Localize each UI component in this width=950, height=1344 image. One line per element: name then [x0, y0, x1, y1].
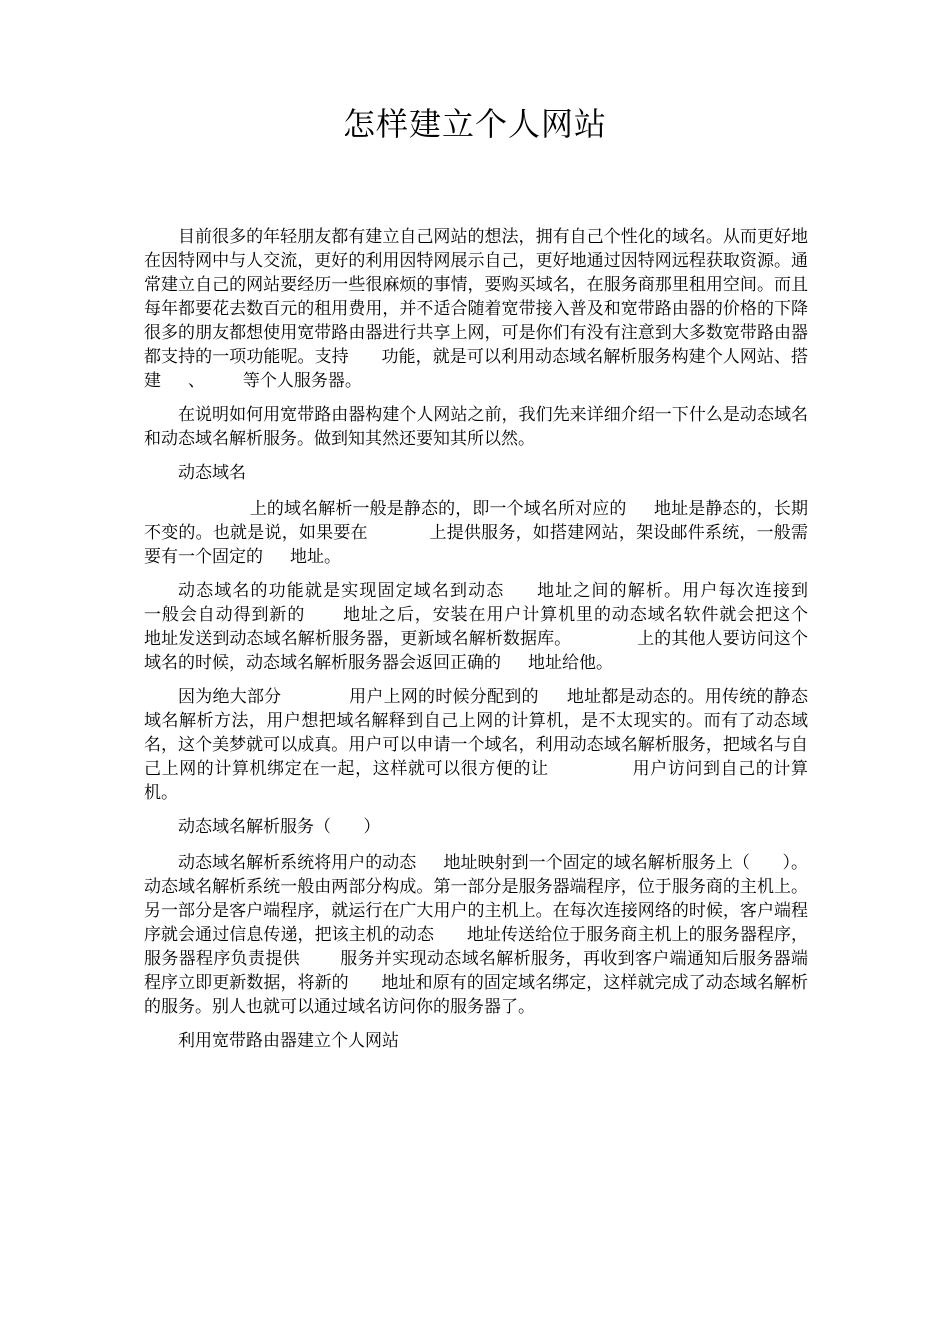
paragraph-intro: 目前很多的年轻朋友都有建立自己网站的想法，拥有自己个性化的域名。从而更好地在因特网中与人交流，更好的利用因特网展示自己，更好地通过因特网远程获取资源。通常建立自己的网站要经历一些很麻烦的事情，要购买域名，在服务商那里租用空间。而且每年都要花去数百元的租用费用，并不适合随着宽带接入普及和宽带路由器的价格的下降很多的朋友都想使用宽带路由器进行共享上网，可是你们有没有注意到大多数宽带路由器都支持的一项功能呢。支持 功能，就是可以利用动态域名解析服务构建个人网站、搭建 、 等个人服务器。: [144, 227, 808, 391]
paragraph-explanation: 在说明如何用宽带路由器构建个人网站之前，我们先来详细介绍一下什么是动态域名和动态域名解析服务。做到知其然还要知其所以然。: [144, 405, 808, 449]
section-heading-dynamic-domain: 动态域名: [178, 463, 246, 483]
paragraph-static-resolution: 上的域名解析一般是静态的，即一个域名所对应的 地址是静态的，长期不变的。也就是说，如果要在 上提供服务，如搭建网站，架设邮件系统，一般需要有一个固定的 地址。: [144, 499, 809, 567]
page-title: 怎样建立个人网站: [342, 105, 607, 143]
paragraph-ddns-system: 动态域名解析系统将用户的动态 地址映射到一个固定的域名解析服务上（ ）。动态域名解析系统一般由两部分构成。第一部分是服务器端程序，位于服务商的主机上。另一部分是客户端程序，就运行在广大用户的主机上。在每次连接网络的时候，客户端程序就会通过信息传递，把该主机的动态 地址传送给位于服务商主机上的服务器程序，服务器程序负责提供 服务并实现动态域名解析服务，再收到客户端通知后服务器端程序立即更新数据，将新的 地址和原有的固定域名绑定，这样就完成了动态域名解析的服务。别人也就可以通过域名访问你的服务器了。: [144, 853, 808, 1017]
paragraph-dynamic-ip: 因为绝大部分 用户上网的时候分配到的 地址都是动态的。用传统的静态域名解析方法，用户想把域名解释到自己上网的计算机，是不太现实的。而有了动态域名，这个美梦就可以成真。用户可以申请一个域名，利用动态域名解析服务，把域名与自己上网的计算机绑定在一起，这样就可以很方便的让 用户访问到自己的计算机。: [144, 687, 808, 803]
section-heading-ddns: 动态域名解析服务（ ）: [178, 817, 381, 837]
document-body: [144, 225, 879, 1065]
section-heading-router-website: 利用宽带路由器建立个人网站: [178, 1031, 399, 1051]
paragraph-dynamic-domain-function: 动态域名的功能就是实现固定域名到动态 地址之间的解析。用户每次连接到 一般会自动得到新的 地址之后，安装在用户计算机里的动态域名软件就会把这个 地址发送到动态域名解析服务器，更新域名解析数据库。 上的其他人要访问这个域名的时候，动态域名解析服务器会返回正确的 地址给他。: [144, 581, 879, 673]
